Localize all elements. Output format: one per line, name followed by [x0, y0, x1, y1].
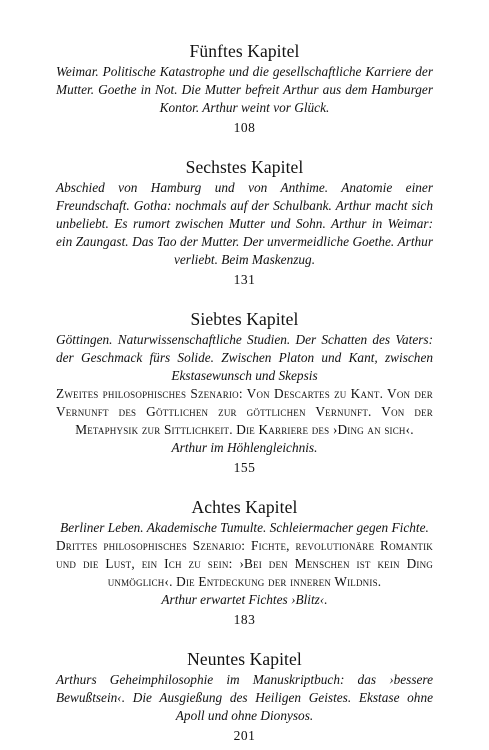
chapter-title: Fünftes Kapitel	[189, 41, 300, 61]
chapter-title: Siebtes Kapitel	[190, 309, 299, 329]
chapter-entry-9	[56, 648, 433, 746]
page-number: 155	[233, 460, 256, 475]
chapter-summary: Weimar. Politische Katastrophe und die gesellschaftliche Karriere der Mutter. Goethe in Not. Die Mutter befreit Arthur aus dem Hamburger Kontor. Arthur weint vor Glück.	[56, 64, 433, 115]
chapter-title: Neuntes Kapitel	[187, 649, 302, 669]
chapter-summary: Arthurs Geheimphilosophie im Manuskriptbuch: das ›bessere Bewußtsein‹. Die Ausgießung des Heiligen Geistes. Ekstase ohne Apoll und ohne Dionysos.	[56, 672, 433, 723]
chapter-entry-7	[56, 308, 433, 478]
chapter-summary: Göttingen. Naturwissenschaftliche Studien. Der Schatten des Vaters: der Geschmack fürs Solide. Zwischen Platon und Kant, zwischen Ekstasewunsch und Skepsis	[56, 332, 433, 383]
chapter-tail: Arthur im Höhlengleichnis.	[171, 440, 318, 455]
chapter-entry-8	[56, 496, 433, 630]
chapter-summary: Berliner Leben. Akademische Tumulte. Schleiermacher gegen Fichte.	[60, 520, 429, 535]
page-number: 131	[233, 272, 256, 287]
chapter-title: Sechstes Kapitel	[185, 157, 304, 177]
chapter-title: Achtes Kapitel	[191, 497, 298, 517]
chapter-entry-6	[56, 156, 433, 290]
chapter-summary: Abschied von Hamburg und von Anthime. Anatomie einer Freundschaft. Gotha: nochmals auf der Schulbank. Arthur macht sich unbeliebt. Es rumort zwischen Mutter und Sohn. Arthur in Weimar: ein Zaungast. Das Tao der Mutter. Der unvermeidliche Goethe. Arthur verliebt. Beim Maskenzug.	[56, 180, 433, 267]
philosophical-scenario: Drittes philosophisches Szenario: Fichte, revolutionäre Romantik und die Lust, ein Ich zu sein: ›Bei den Menschen ist kein Ding unmöglich‹. Die Entdeckung der inneren Wildnis.	[56, 538, 433, 589]
page-number: 201	[233, 728, 256, 743]
page-number: 183	[233, 612, 256, 627]
philosophical-scenario: Zweites philosophisches Szenario: Von Descartes zu Kant. Von der Vernunft des Göttlichen zur göttlichen Vernunft. Von der Metaphysik zur Sittlichkeit. Die Karriere des ›Ding an sich‹.	[56, 386, 433, 437]
chapter-tail: Arthur erwartet Fichtes ›Blitz‹.	[161, 592, 328, 607]
chapter-entry-5	[56, 40, 433, 138]
page-number: 108	[233, 120, 256, 135]
